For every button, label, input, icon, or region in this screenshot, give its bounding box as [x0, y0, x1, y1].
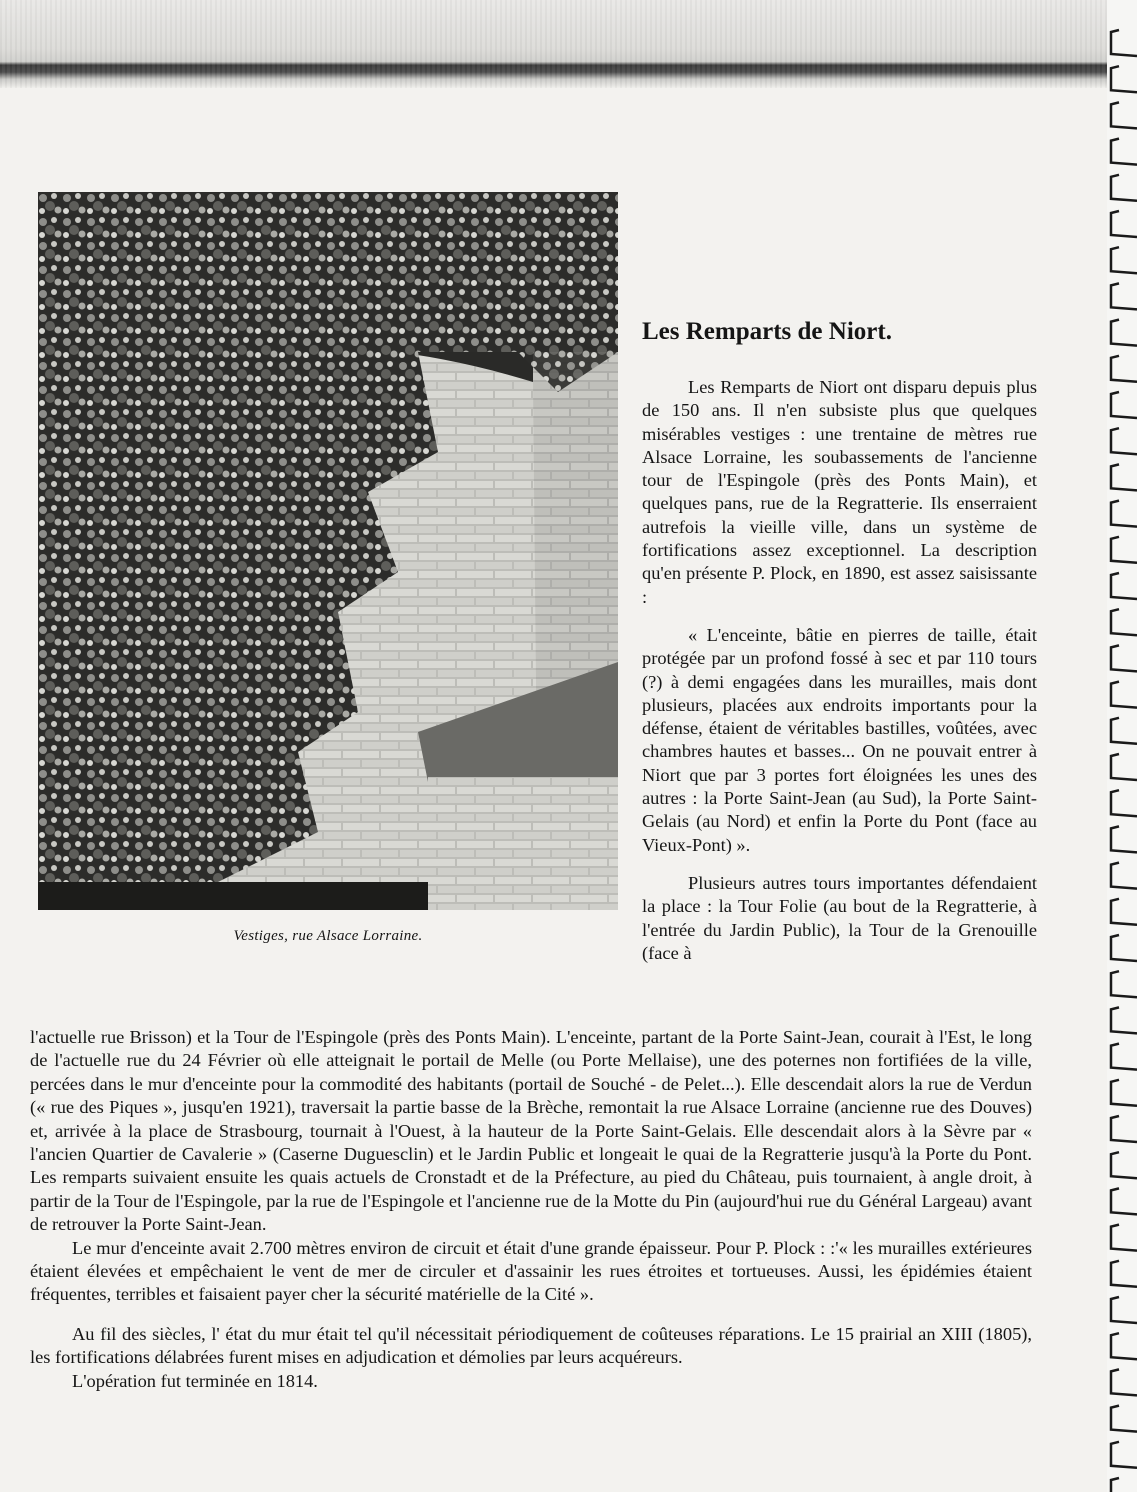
binding-ring — [1111, 718, 1137, 744]
paragraph-quote: « L'enceinte, bâtie en pierres de taille, était protégée par un profond fossé à sec et par 110 tours (?) à demi engagées dans les murailles, mais dont plusieurs, placées aux endroits importants pour la défense, étaient de véritables bastilles, voûtées, avec chambres hautes et basses... On ne pouvait entrer à Niort que par 3 portes fort éloignées les unes des autres : la Porte Saint-Jean (au Sud), la Porte Saint-Gelais (au Nord) et enfin la Porte du Pont (face au Vieux-Pont) ». — [642, 624, 1037, 855]
binding-ring — [1111, 1478, 1137, 1492]
binding-ring — [1111, 464, 1137, 490]
binding-ring — [1111, 428, 1137, 454]
binding-ring — [1111, 790, 1137, 816]
paragraph-fin: L'opération fut terminée en 1814. — [72, 1370, 318, 1391]
binding-ring — [1111, 1261, 1137, 1287]
binding-ring — [1111, 30, 1137, 56]
binding-ring — [1111, 826, 1137, 852]
binding-ring — [1111, 645, 1137, 671]
binding-ring — [1111, 754, 1137, 780]
binding-ring — [1111, 863, 1137, 889]
binding-ring — [1111, 573, 1137, 599]
paragraph-enceinte-route: l'actuelle rue Brisson) et la Tour de l'Espingole (près des Ponts Main). L'enceinte, partant de la Porte Saint-Jean, courait à l'Est, le long de l'actuelle rue du 24 Février où elle atteignait le portail de Melle (ou Porte Mellaise), une des poternes non fortifiées de la ville, percées dans le mur d'enceinte pour la commodité des habitants (portail de Souché - de Pelet...). Elle descendait alors la rue de Verdun (« rue des Piques », jusqu'en 1921), traversait la partie basse de la Brèche, remontait la rue Alsace Lorraine (ancienne rue des Douves) et, arrivée à la place de Strasbourg, tournait à l'Ouest, à la hauteur de la Porte Saint-Gelais. Elle descendait alors à la Sèvre par « l'ancien Quartier de Cavalerie » (Caserne Duguesclin) et le Jardin Public et longeait le quai de la Regratterie jusqu'à la Porte du Pont. Les remparts suivaient ensuite les quais actuels de Cronstadt et de la Préfecture, au pied du Château, puis tournaient, à angle droit, à partir de la Tour de l'Espingole, par la rue de l'Espingole et l'ancienne rue de la Motte du Pin (aujourd'hui rue du Général Largeau) avant de retrouver la Porte Saint-Jean. — [30, 1027, 1032, 1235]
binding-ring — [1111, 392, 1137, 418]
binding-ring — [1111, 971, 1137, 997]
binding-ring — [1111, 935, 1137, 961]
spiral-binding-edge — [1107, 0, 1137, 1492]
binding-ring — [1111, 1442, 1137, 1468]
binding-ring — [1111, 899, 1137, 925]
paragraph-towers: Plusieurs autres tours importantes défendaient la place : la Tour Folie (au bout de la Regratterie, à l'entrée du Jardin Public), la Tour de la Grenouille (face à — [642, 872, 1037, 963]
binding-ring — [1111, 501, 1137, 527]
binding-ring — [1111, 1406, 1137, 1432]
binding-ring — [1111, 1333, 1137, 1359]
binding-ring — [1111, 320, 1137, 346]
binding-ring — [1111, 211, 1137, 237]
binding-ring — [1111, 682, 1137, 708]
binding-ring — [1111, 1297, 1137, 1323]
binding-ring — [1111, 1080, 1137, 1106]
binding-marks — [1107, 0, 1137, 1492]
full-width-text — [30, 1026, 1032, 1393]
binding-ring — [1111, 1116, 1137, 1142]
binding-ring — [1111, 1044, 1137, 1070]
photo-ramparts — [38, 192, 618, 910]
binding-ring — [1111, 1152, 1137, 1178]
paragraph-intro: Les Remparts de Niort ont disparu depuis plus de 150 ans. Il n'en subsiste plus que quelques misérables vestiges : une trentaine de mètres rue Alsace Lorraine, les soubassements de l'ancienne tour de l'Espingole (près des Ponts Main), et quelques pans, rue de la Regratterie. Ils enserraient autrefois la vieille ville, dans un système de fortifications assez exceptionnel. La description qu'en présente P. Plock, en 1890, est assez saisissante : — [642, 377, 1037, 607]
article-title: Les Remparts de Niort. — [642, 318, 892, 345]
photo-illustration — [38, 192, 618, 910]
binding-ring — [1111, 1369, 1137, 1395]
binding-ring — [1111, 1007, 1137, 1033]
binding-ring — [1111, 1188, 1137, 1214]
binding-ring — [1111, 175, 1137, 201]
binding-ring — [1111, 139, 1137, 165]
binding-ring — [1111, 356, 1137, 382]
binding-ring — [1111, 102, 1137, 128]
scan-top-band — [0, 0, 1110, 88]
photo-caption: Vestiges, rue Alsace Lorraine. — [233, 928, 423, 944]
binding-ring — [1111, 537, 1137, 563]
binding-ring — [1111, 283, 1137, 309]
paragraph-mur: Le mur d'enceinte avait 2.700 mètres environ de circuit et était d'une grande épaisseur. Pour P. Plock : :'« les murailles extérieures étaient élevées et empêchaient le vent de mer de circuler et d'assainir les rues étroites et tortueuses. Aussi, les épidémies étaient fréquentes, terribles et faisaient payer cher la sécurité matérielle de la Cité ». — [30, 1237, 1032, 1305]
binding-ring — [1111, 247, 1137, 273]
paragraph-reparations: Au fil des siècles, l' état du mur était tel qu'il nécessitait périodiquement de coûteuses réparations. Le 15 prairial an XIII (1805), les fortifications délabrées furent mises en adjudication et démolies par leurs acquéreurs. — [30, 1323, 1032, 1368]
binding-ring — [1111, 66, 1137, 92]
right-column-text — [642, 376, 1037, 965]
binding-ring — [1111, 1225, 1137, 1251]
binding-ring — [1111, 609, 1137, 635]
